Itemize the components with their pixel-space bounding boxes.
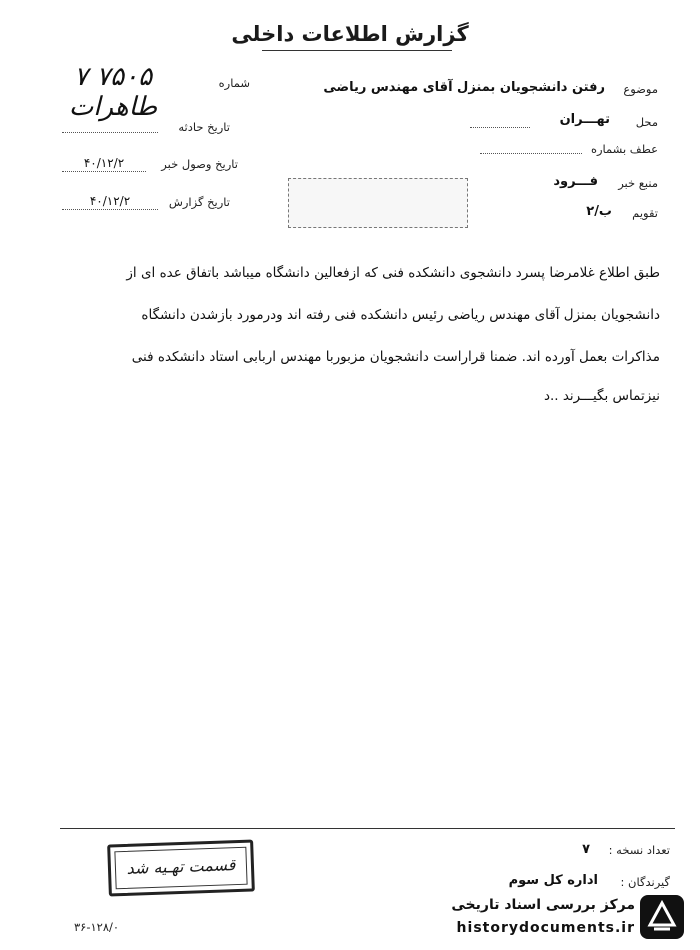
subject-value: رفتن دانشجویان بمنزل آقای مهندس ریاضی [323, 80, 605, 95]
location-value: تهـــران [559, 112, 610, 127]
copies-value: ۷ [582, 842, 590, 857]
report-date-line [62, 208, 158, 210]
archive-logo-icon [640, 895, 684, 939]
title-underline [262, 50, 452, 51]
source-value: فـــرود [553, 174, 598, 189]
evaluation-label: تقویم [632, 206, 658, 220]
report-date-value: ۴۰/۱۲/۲ [89, 194, 131, 208]
redacted-stamp [288, 178, 468, 228]
evaluation-value: ب/۲ [586, 204, 612, 219]
subject-label: موضوع [623, 82, 658, 96]
number-value: ۷۵۰۵ ۷ طاهرات [68, 62, 158, 122]
footer-separator [60, 828, 675, 829]
body-line-4: نیزتماس بگیـــرند ..د [543, 388, 660, 404]
body-line-3: مذاکرات بعمل آورده اند. ضمنا قراراست دانشجویان مزبوربا مهندس اربابی استاد دانشکده فنی [131, 349, 660, 365]
body-line-1: طبق اطلاع غلامرضا پسرد دانشجوی دانشکده فنی که ازفعالین دانشگاه میباشد باتفاق عده ای از [126, 265, 660, 281]
incident-date-label: تاریخ حادثه [178, 120, 230, 134]
stamp-text: قسمت تهـیه شد [126, 855, 236, 878]
report-date-label: تاریخ گزارش [168, 195, 230, 209]
watermark-title: مرکز بررسی اسناد تاریخی [451, 897, 635, 913]
news-received-value: ۴۰/۱۲/۲ [83, 156, 125, 170]
reference-line [480, 152, 582, 154]
watermark-url: historydocuments.ir [456, 920, 635, 936]
copies-label: تعداد نسخه : [608, 843, 670, 857]
form-code: ۳۶-۱۲۸/۰ [74, 920, 120, 934]
news-received-line [62, 170, 146, 172]
source-label: منبع خبر [618, 176, 658, 190]
reference-label: عطف بشماره [590, 142, 658, 156]
department-stamp [107, 839, 255, 896]
location-label: محل [635, 115, 658, 129]
news-received-label: تاریخ وصول خبر [161, 157, 238, 171]
body-line-2: دانشجویان بمنزل آقای مهندس ریاضی رئیس دانشکده فنی رفته اند ودرمورد بازشدن دانشگاه [141, 307, 660, 323]
location-line [470, 126, 530, 128]
incident-date-line [62, 131, 158, 133]
recipients-value: اداره کل سوم [508, 873, 598, 888]
number-label: شماره [218, 76, 250, 90]
page-title: گزارش اطلاعات داخلی [231, 22, 469, 46]
recipients-label: گیرندگان : [620, 875, 670, 889]
